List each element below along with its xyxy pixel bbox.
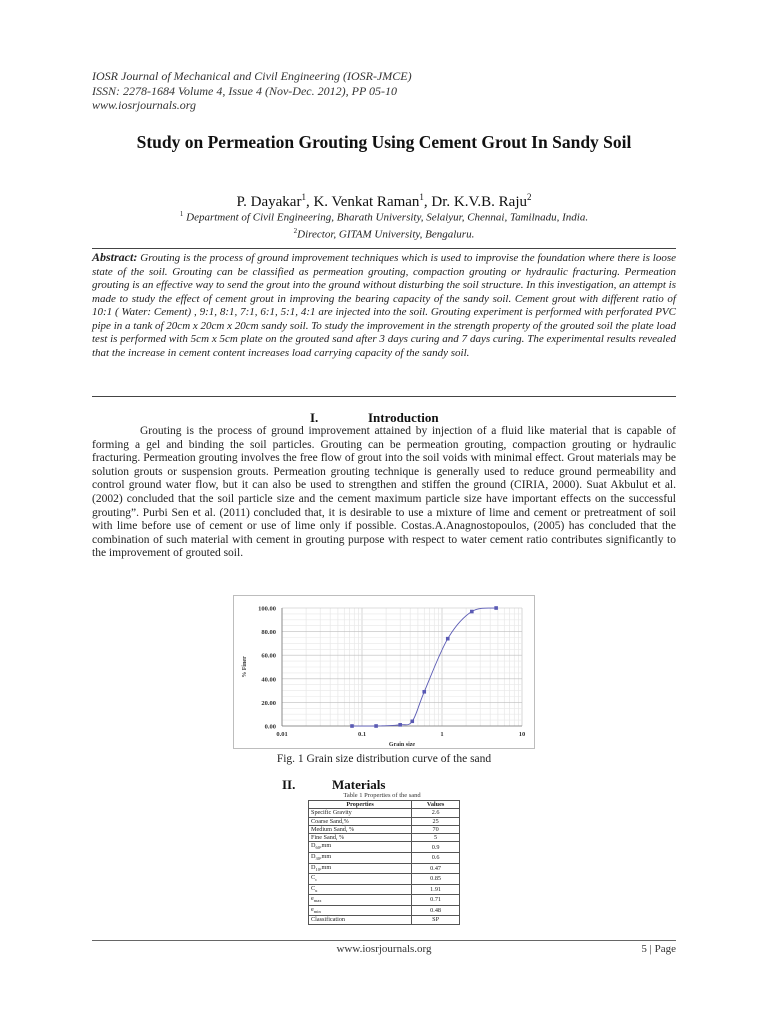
section-number: I. [310,410,319,425]
footer-rule [92,940,676,941]
table-row [309,905,460,916]
x-axis-title: Grain size [388,742,416,748]
grain-size-chart [233,595,535,749]
table-row [309,817,460,825]
affiliations [92,208,676,241]
y-tick-label: 80.00 [261,629,276,637]
author-affil-mark: 2 [527,192,532,202]
data-point [494,606,498,610]
journal-website[interactable]: www.iosrjournals.org [92,98,197,112]
abstract-top-rule [92,248,676,249]
value-cell: 0.6 [412,853,460,864]
section-title: Materials [332,777,386,792]
x-tick-label: 0.1 [357,731,367,738]
author-affil-mark: 1 [419,192,424,202]
data-point [446,637,450,641]
data-point [410,719,414,723]
table-row [309,853,460,864]
data-point [398,723,402,727]
author-name: Dr. K.V.B. Raju [431,194,527,210]
table-row [309,884,460,895]
table-row [309,842,460,853]
abstract-label: Abstract: [92,250,138,264]
value-cell: 2.6 [412,809,460,817]
table-row [309,825,460,833]
section-number: II. [282,777,296,792]
property-cell: $C_u$ [309,884,412,895]
y-tick-label: 0.00 [264,723,276,731]
data-point [350,724,354,728]
journal-name: IOSR Journal of Mechanical and Civil Engineering (IOSR-JMCE) [92,69,412,83]
data-point [374,724,378,728]
property-cell: Fine Sand, % [309,834,412,842]
y-tick-label: 40.00 [261,676,276,684]
author-list: P. Dayakar$^1$, K. Venkat Raman$^1$, Dr. K.V.B. Raju$^2$ [236,192,532,210]
value-cell: 5 [412,834,460,842]
table-header-row [309,801,460,809]
figure-caption: Fig. 1 Grain size distribution curve of the sand [276,753,492,765]
y-tick-label: 100.00 [258,605,276,613]
property-cell: $D_{30},mm$ [309,853,412,864]
author-name: P. Dayakar [236,194,302,210]
abstract-text: Grouting is the process of ground improvement techniques which is used to improvise the foundation where there is loose state of the soil. Grouting can be classified as permeation grouting, compaction grouting or hydraulic fracturing. Permeation grouting is an effective way to send the grout into the ground without disturbing the soil structure. In this investigation, an attempt is made to study the effect of cement grout in improving the bearing capacity of the sandy soil. Cement grout with different ratio of 10:1 ( Water: Cement) , 9:1, 8:1, 7:1, 6:1, 5:1, 4:1 are injected into the soil. Grouting experiment is performed with perforated PVC pipe in a tank of 20cm x 20cm x 20cm sandy soil. To study the improvement in the strength property of the grouted soil the plate load test is performed with 5cm x 5cm plate on the grouted sand after 3 days curing and 7 days curing. The experimental results revealed that the increase in cement content increases load carrying capacity of the sandy soil. [92,252,677,359]
value-cell: 0.47 [412,863,460,874]
property-cell: Coarse Sand,% [309,817,412,825]
property-cell: $e_{min}$ [309,905,412,916]
affiliation-line: $^1$ Department of Civil Engineering, Bharath University, Selaiyur, Chennai, Tamilnadu, India. [179,210,589,224]
table-row [309,874,460,885]
affiliation-line: $^2$Director, GITAM University, Bengaluru. [293,226,475,241]
x-tick-label: 10 [518,731,526,738]
properties-table [308,800,460,925]
value-cell: 0.9 [412,842,460,853]
y-axis-title: % Finer [242,656,248,678]
chart-canvas [234,596,534,748]
table-caption: Table 1 Properties of the sand [343,792,421,799]
x-tick-label: 0.01 [276,731,288,738]
value-cell: 1.91 [412,884,460,895]
property-cell: Classification [309,916,412,924]
table-row [309,895,460,906]
y-tick-label: 60.00 [261,652,276,660]
data-point [422,690,426,694]
data-point [470,610,474,614]
property-cell: Specific Gravity [309,809,412,817]
table-row [309,809,460,817]
property-cell: $e_{max}$ [309,895,412,906]
footer-url[interactable]: www.iosrjournals.org [336,943,432,955]
property-cell: $D_{60},mm$ [309,842,412,853]
x-tick-label: 1 [440,731,444,738]
author-name: K. Venkat Raman [313,194,420,210]
table-body [309,809,460,924]
table-row [309,863,460,874]
author-affil-mark: 1 [301,192,306,202]
abstract [92,251,676,360]
y-tick-label: 20.00 [261,699,276,707]
value-cell: 70 [412,825,460,833]
journal-header [92,69,692,113]
property-cell: $C_c$ [309,874,412,885]
table-header-cell: Properties [309,801,412,809]
value-cell: SP [412,916,460,924]
abstract-bottom-rule [92,396,676,397]
property-cell: $D_{10},mm$ [309,863,412,874]
value-cell: 0.48 [412,905,460,916]
value-cell: 25 [412,817,460,825]
table-row [309,916,460,924]
table-header-cell: Values [412,801,460,809]
value-cell: 0.85 [412,874,460,885]
property-cell: Medium Sand, % [309,825,412,833]
introduction-paragraph: Grouting is the process of ground improvement attained by injection of a fluid like material that is capable of forming a gel and binding the soil particles. Grouting can be permeation grouting, compaction grouting or hydraulic fracturing. Permeation grouting involves the free flow of grout into the soil voids with minimal effect. Grout materials may be solution grouts or suspension grouts. Permeation grouting technique is generally used to reduce ground permeability and control ground water flow, but it can also be used to strengthen and stiffen the ground (CIRIA, 2000). Suat Akbulut et al. (2002) concluded that the soil particle size and the cement maximum particle size have important effects on the successful grouting”. Purbi Sen et al. (2011) concluded that, it is desirable to use a mixture of lime and cement or pretreatment of soil with lime before use of cement or use of lime only if possible. Costas.A.Anagnostopoulos, (2005) has concluded that the combination of such material with cement in grouting purpose with respect to water cement ratio contributes significantly to the improvement of grouted soil. [92,425,676,560]
paper-title: Study on Permeation Grouting Using Cement Grout In Sandy Soil [136,132,632,152]
page-number: 5 | Page [641,943,676,955]
section-title: Introduction [368,410,439,425]
journal-issn: ISSN: 2278-1684 Volume 4, Issue 4 (Nov-Dec. 2012), PP 05-10 [92,83,398,98]
value-cell: 0.71 [412,895,460,906]
table-row [309,834,460,842]
